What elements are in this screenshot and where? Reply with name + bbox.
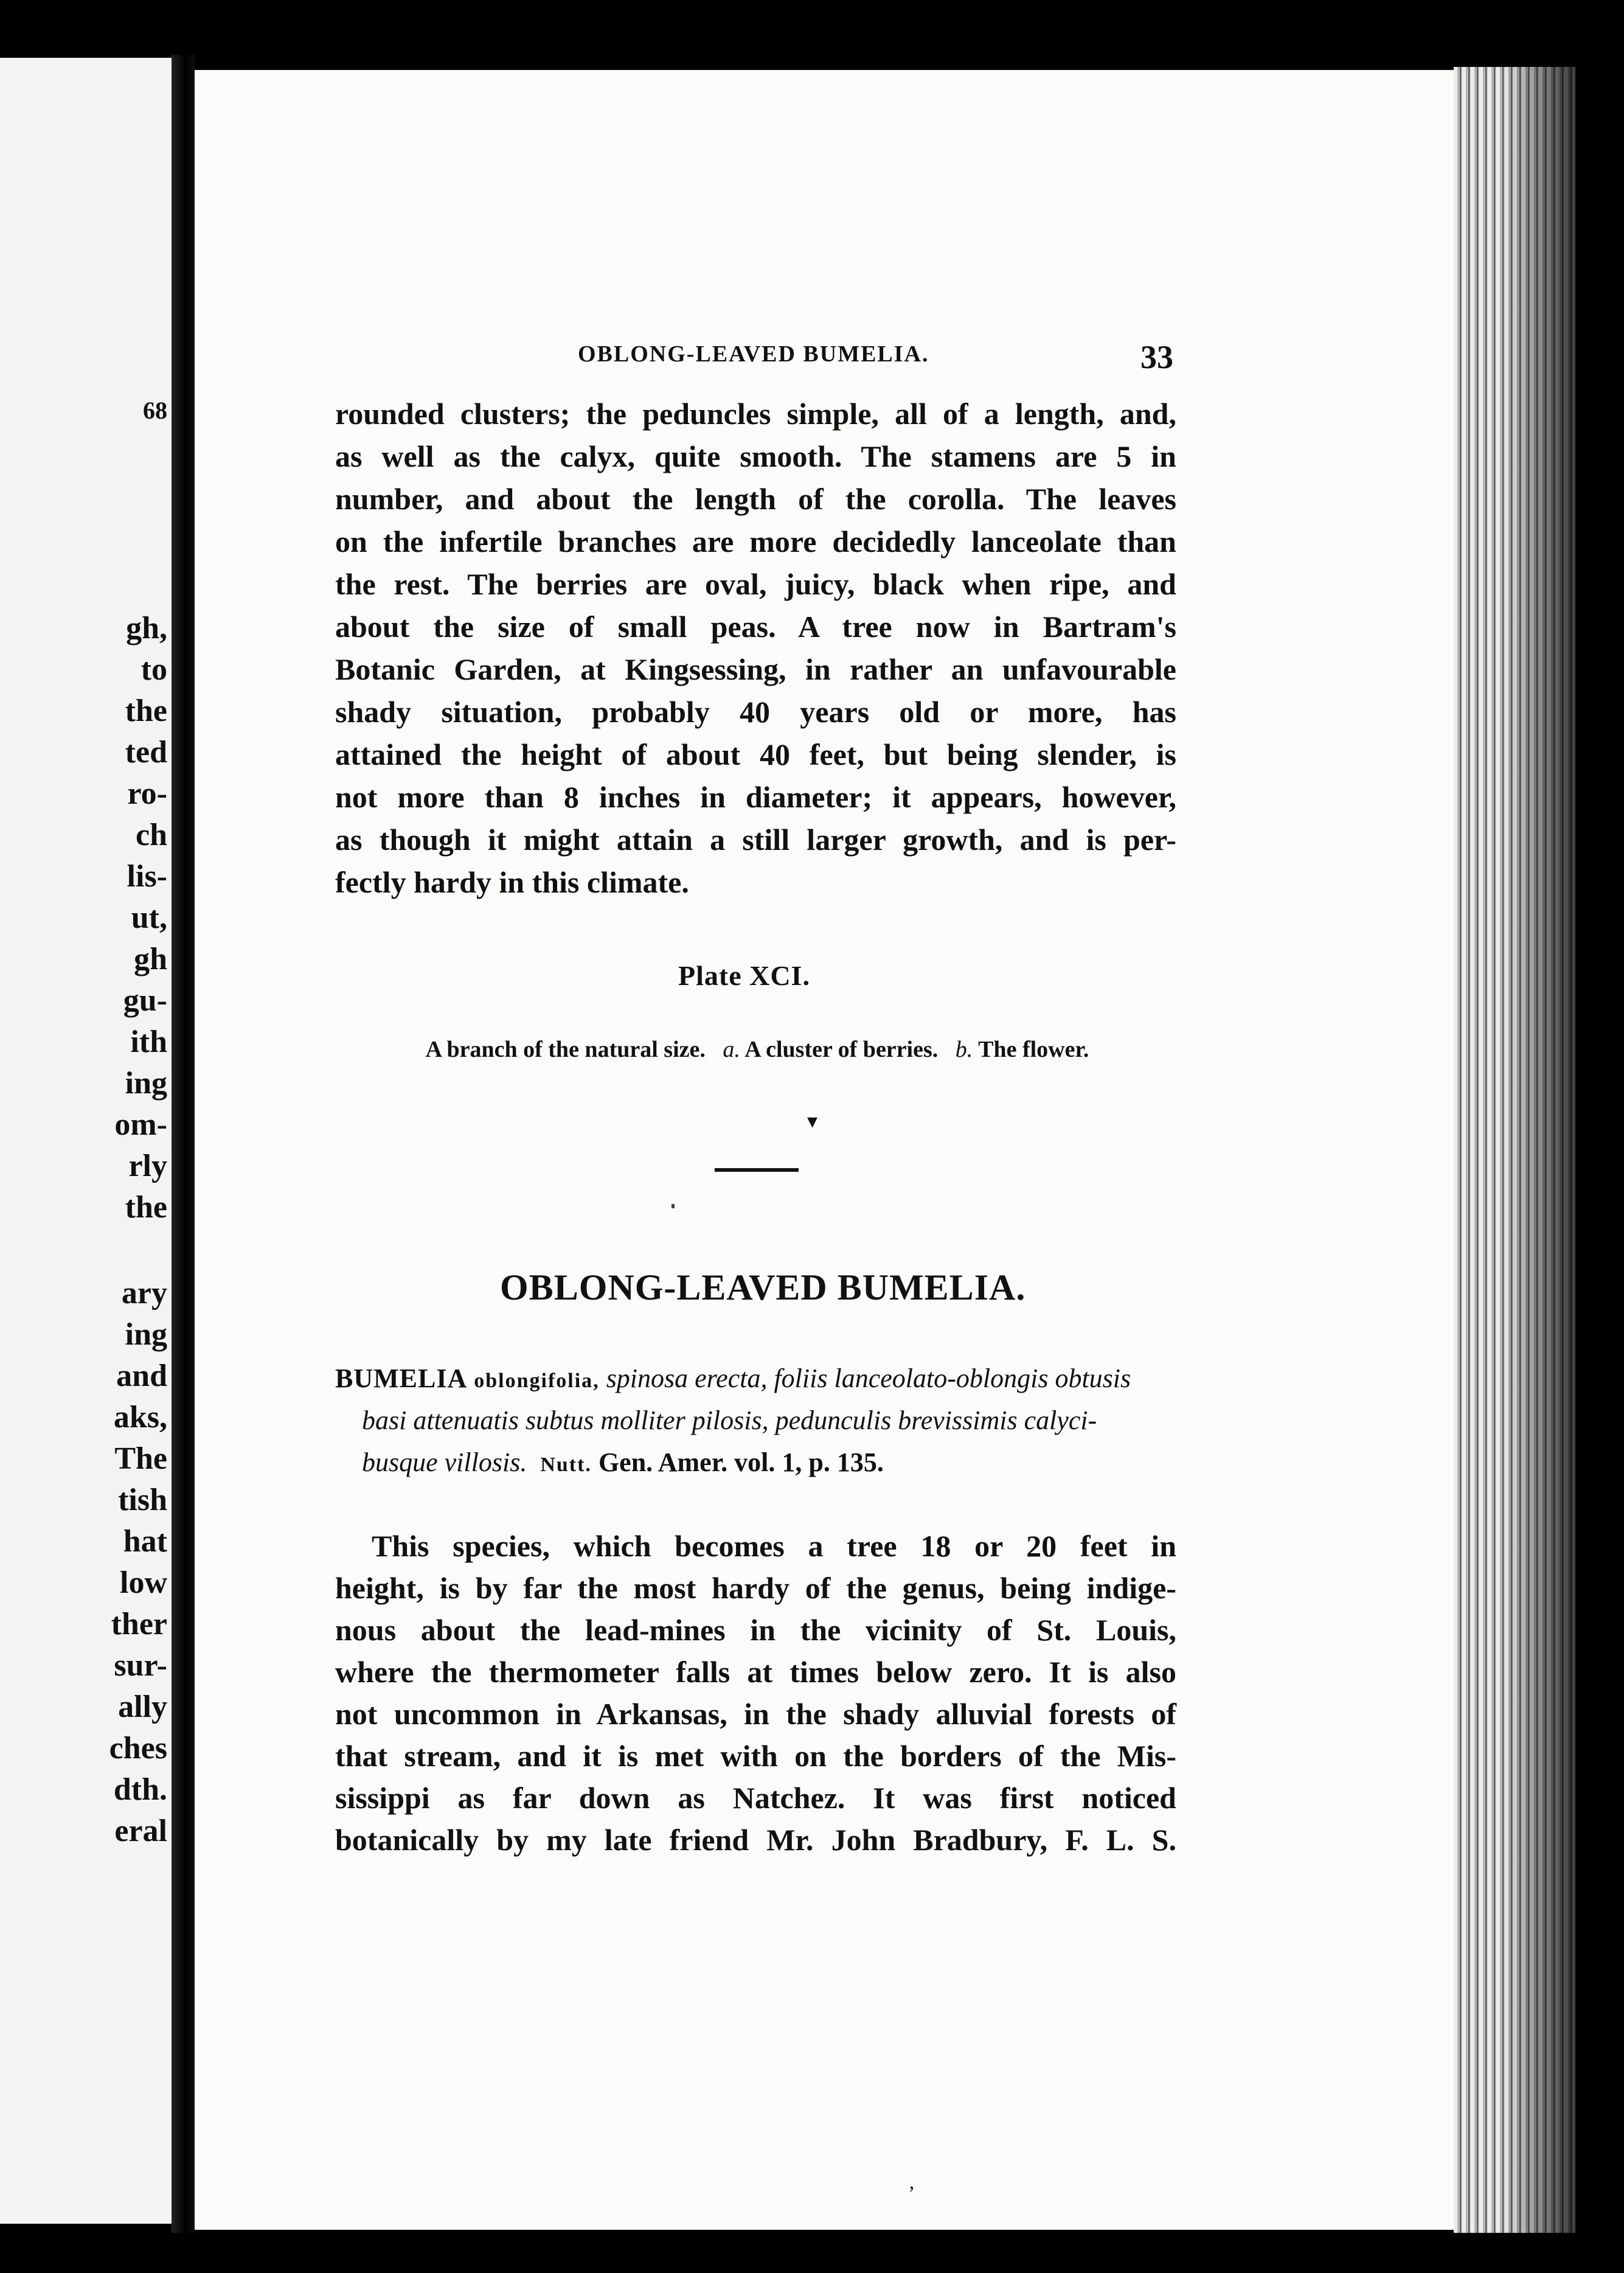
plate-desc-flower: The flower. [978,1037,1089,1062]
text-line: rounded clusters; the peduncles simple, all of a length, and, [335,397,1176,431]
author-citation: Nutt. [540,1453,592,1476]
left-page-fragment: ing [125,1066,167,1101]
running-head: OBLONG-LEAVED BUMELIA. [578,341,929,367]
bibliographic-reference: Gen. Amer. vol. 1, p. 135. [598,1447,884,1477]
synonymy-line-3 [362,1449,884,1476]
left-page-fragment: 68 [143,397,167,424]
left-page-fragment: The [114,1441,167,1476]
left-page-fragment: lis- [127,859,167,894]
left-page-fragment: the [125,1190,167,1225]
left-page-fragment: ro- [127,776,167,811]
left-page-fragment: ther [111,1607,167,1641]
text-line: not uncommon in Arkansas, in the shady alluvial forests of [335,1697,1176,1731]
genus-name: BUMELIA [335,1363,468,1393]
plate-label-b: b. [955,1037,973,1062]
text-line: as though it might attain a still larger growth, and is per- [335,823,1176,857]
diagnosis-part-2: basi attenuatis subtus molliter pilosis, pedunculis brevissimis calyci- [362,1405,1097,1435]
plate-desc-branch: A branch of the natural size. [425,1037,706,1062]
left-page-fragment: low [120,1565,167,1600]
plate-description [353,1036,1162,1063]
text-line: sissippi as far down as Natchez. It was first noticed [335,1781,1176,1815]
left-page-fragment: gh, [126,611,167,646]
text-line: as well as the calyx, quite smooth. The stamens are 5 in [335,439,1176,473]
text-line: height, is by far the most hardy of the genus, being indige- [335,1571,1176,1605]
book-page [195,70,1454,2230]
page-edges-shadow [1502,67,1624,2233]
text-line: This species, which becomes a tree 18 or 20 feet in [372,1529,1176,1563]
text-line: not more than 8 inches in diameter; it appears, however, [335,780,1176,814]
left-page-fragment: om- [114,1107,167,1142]
left-page-fragment: gu- [123,983,167,1018]
left-page-fragment: eral [114,1814,167,1848]
text-line: Botanic Garden, at Kingsessing, in rather an unfavourable [335,652,1176,686]
page-number: 33 [1140,339,1173,375]
text-line: the rest. The berries are oval, juicy, black when ripe, and [335,567,1176,601]
left-page-fragment: ch [136,818,167,852]
left-page-fragment: dth. [113,1772,167,1807]
left-page-fragment: ing [125,1317,167,1352]
text-line: about the size of small peas. A tree now in Bartram's [335,610,1176,644]
text-line: nous about the lead-mines in the vicinity of St. Louis, [335,1613,1176,1647]
left-page-fragment: rly [128,1149,167,1183]
text-line: on the infertile branches are more decidedly lanceolate than [335,524,1176,559]
text-line: number, and about the length of the corolla. The leaves [335,482,1176,516]
left-page-fragment: ted [125,735,167,770]
plate-desc-berries: A cluster of berries. [744,1037,939,1062]
left-page-fragment: to [141,652,167,687]
synonymy-line-2 [362,1407,1097,1434]
text-line: fectly hardy in this climate. [335,865,689,899]
text-line: that stream, and it is met with on the borders of the Mis- [335,1739,1176,1773]
synonymy-line-1 [335,1365,1131,1392]
left-page-fragment: sur- [114,1648,167,1683]
species-epithet: oblongifolia, [474,1370,600,1392]
text-line: botanically by my late friend Mr. John Bradbury, F. L. S. [335,1823,1176,1857]
left-page-fragment: and [116,1359,167,1393]
left-page-fragment: gh [134,942,167,976]
left-page-fragment: tish [118,1483,167,1517]
diagnosis-part-1: spinosa erecta, foliis lanceolato-oblongis obtusis [606,1363,1131,1393]
ink-mark: ’ [908,2182,915,2205]
ink-blot: ▾ [807,1110,818,1133]
left-page-fragment: ut, [131,900,167,935]
left-page-fragment: ches [109,1731,167,1766]
left-page-fragment: hat [123,1524,167,1559]
gutter-shadow [172,55,195,2233]
text-line: attained the height of about 40 feet, but being slender, is [335,737,1176,771]
text-line: shady situation, probably 40 years old or more, has [335,695,1176,729]
left-page-fragment: the [125,694,167,728]
diagnosis-part-3: busque villosis. [362,1447,527,1477]
left-page-fragment: aks, [113,1400,167,1435]
plate-caption: Plate XCI. [678,960,810,991]
left-page-fragment: ary [121,1276,167,1311]
ink-speck [671,1204,675,1208]
left-page-fragment: ally [118,1690,167,1724]
left-page-fragment: ith [130,1025,167,1059]
text-line: where the thermometer falls at times below zero. It is also [335,1655,1176,1689]
plate-label-a: a. [723,1037,740,1062]
section-title: OBLONG-LEAVED BUMELIA. [500,1267,1026,1307]
section-rule [715,1168,799,1172]
